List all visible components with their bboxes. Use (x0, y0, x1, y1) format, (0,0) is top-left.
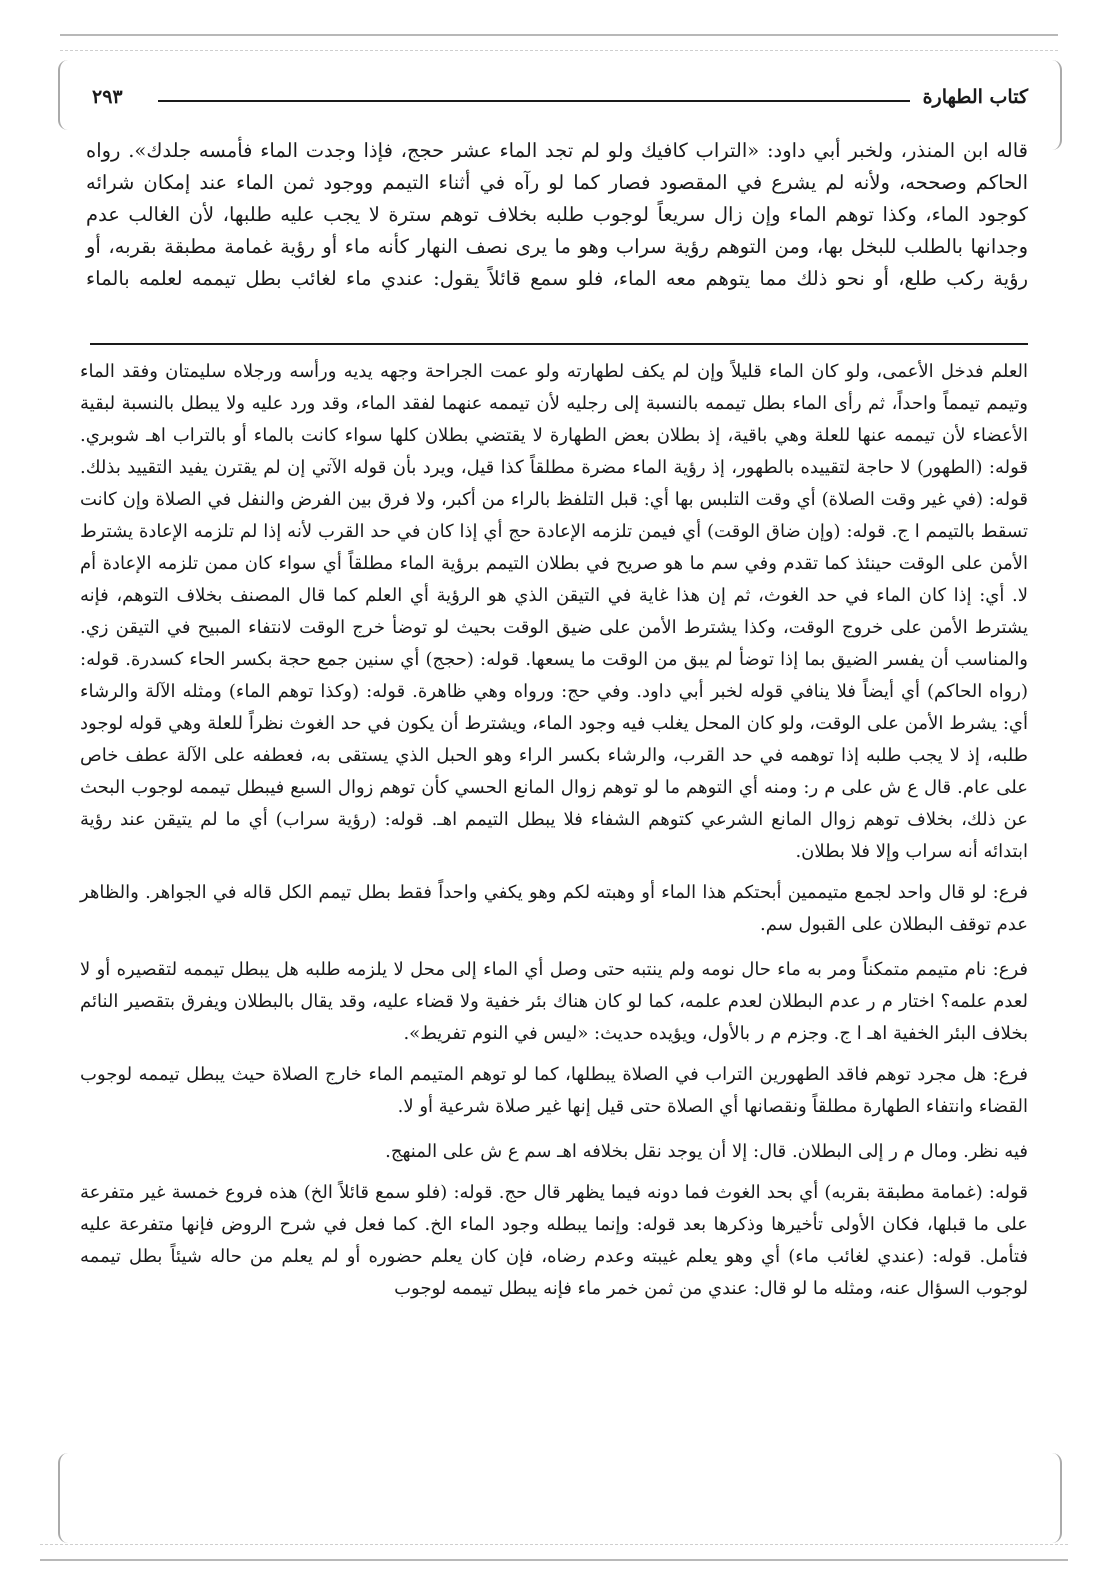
main-text-paragraph: قاله ابن المنذر، ولخبر أبي داود: «التراب كافيك ولو لم تجد الماء عشر حجج، فإذا وجدت الماء فأمسه جلدك». رواه الحاكم وصححه، ولأنه لم يشرع في المقصود فصار كما لو رآه في أثناء التيمم ووجود ثمن الماء عند إمكان شرائه كوجود الماء، وكذا توهم الماء وإن زال سريعاً لوجوب طلبه بخلاف توهم سترة لا يجب عليه طلبها، لأن الغالب عدم وجدانها بالطلب للبخل بها، ومن التوهم رؤية سراب وهو ما يرى نصف النهار كأنه ماء أو رؤية غمامة مطبقة بقربه، أو رؤية ركب طلع، أو نحو ذلك مما يتوهم معه الماء، فلو سمع قائلاً يقول: عندي ماء لغائب بطل تيممه لعلمه بالماء (86, 139, 1028, 290)
commentary-divider (90, 343, 1028, 345)
page-header (92, 86, 1028, 116)
commentary (80, 356, 1028, 1305)
page-number: ٢٩٣ (92, 86, 123, 108)
commentary-paragraph: العلم فدخل الأعمى، ولو كان الماء قليلاً وإن لم يكف لطهارته ولو عمت الجراحة وجهه يديه ورأسه ورجلاه سليمتان وفقد الماء وتيمم تيمماً واحداً، ثم رأى الماء بطل تيممه بالنسبة إلى رجليه لأن تيممه عنهما لفقد الماء، وقد ورد عليه ولا يبطل بالنسبة لبقية الأعضاء لأن تيممه عنها للعلة وهي باقية، إذ بطلان بعض الطهارة لا يقتضي بطلان كلها سواء كانت بالماء أو بالتراب اهـ شوبري. قوله: (الطهور) لا حاجة لتقييده بالطهور، إذ رؤية الماء مضرة مطلقاً كذا قيل، ويرد بأن قوله الآتي إن لم يقترن يفيد التقييد بذلك. قوله: (في غير وقت الصلاة) أي وقت التلبس بها أي: قبل التلفظ بالراء من أكبر، ولا فرق بين الفرض والنفل في الصلاة وإن كانت تسقط بالتيمم ا ج. قوله: (وإن ضاق الوقت) أي فيمن تلزمه الإعادة حج أي إذا كان في حد القرب لأنه إذا لم تلزمه الإعادة يشترط الأمن على الوقت حينئذ كما تقدم وفي سم ما هو صريح في بطلان التيمم برؤية الماء مطلقاً أي سواء كان ممن تلزمه الإعادة أم لا. أي: إذا كان الماء في حد الغوث، ثم إن هذا غاية في التيقن الذي هو الرؤية أي العلم كما قال المصنف بخلاف التوهم، فإنه يشترط الأمن على خروج الوقت، وكذا يشترط الأمن على ضيق الوقت بحيث لو توضأ خرج الوقت لانتفاء المبيح في التيقن زي. والمناسب أن يفسر الضيق بما إذا توضأ لم يبق من الوقت ما يسعها. قوله: (حجج) أي سنين جمع حجة بكسر الحاء كسدرة. قوله: (رواه الحاكم) أي أيضاً فلا ينافي قوله لخبر أبي داود. وفي حج: ورواه وهي ظاهرة. قوله: (وكذا توهم الماء) ومثله الآلة والرشاء أي: يشرط الأمن على الوقت، ولو كان المحل يغلب فيه وجود الماء، ويشترط أن يكون في حد الغوث نظراً للعلة وهي قوله لوجود طلبه، إذ لا يجب طلبه إذا توهمه في حد القرب، والرشاء بكسر الراء وهو الحبل الذي يستقى به، فعطفه على الآلة عطف خاص على عام. قال ع ش على م ر: ومنه أي التوهم ما لو توهم زوال المانع الحسي كأن توهم زوال السبع فيبطل تيممه لوجوب البحث عن ذلك، بخلاف توهم زوال المانع الشرعي كتوهم الشفاء فلا يبطل التيمم اهـ. قوله: (رؤية سراب) أي ما لم يتيقن عند رؤية ابتدائه أنه سراب وإلا فلا بطلان. (80, 361, 1028, 862)
ornamental-frame-left-bottom (58, 1453, 70, 1543)
commentary-paragraph: فرع: نام متيمم متمكناً ومر به ماء حال نومه ولم ينتبه حتى وصل أي الماء إلى محل لا يلزمه طلبه هل يبطل تيممه لتقصيره أو لا لعدم علمه؟ اختار م ر عدم البطلان لعدم علمه، كما لو كان هناك بئر خفية ولا قضاء عليه، وقد يقال بالبطلان ويفرق بتقصير النائم بخلاف البئر الخفية اهـ ا ج. وجزم م ر بالأول، ويؤيده حديث: «ليس في النوم تفريط». (80, 959, 1028, 1044)
header-rule (158, 100, 910, 102)
commentary-paragraph: فيه نظر. ومال م ر إلى البطلان. قال: إلا أن يوجد نقل بخلافه اهـ سم ع ش على المنهج. (385, 1141, 1028, 1162)
commentary-paragraph: قوله: (غمامة مطبقة بقربه) أي بحد الغوث فما دونه فيما يظهر قال حج. قوله: (فلو سمع قائلاً الخ) هذه فروع خمسة غير متفرعة على ما قبلها، فكان الأولى تأخيرها وذكرها بعد قوله: وإنما يبطله وجود الماء الخ. كما فعل في شرح الروض فإنها متفرعة عليه فتأمل. قوله: (عندي لغائب ماء) أي وهو يعلم غيبته وعدم رضاه، فإن كان يعلم حضوره أو لم يعلم من حاله شيئاً بطل تيممه لوجوب السؤال عنه، ومثله ما لو قال: عندي من ثمن خمر ماء فإنه يبطل تيممه لوجوب (80, 1182, 1028, 1299)
ornamental-frame-top (60, 34, 1058, 51)
commentary-paragraph: فرع: هل مجرد توهم فاقد الطهورين التراب في الصلاة يبطلها، كما لو توهم المتيمم الماء خارج الصلاة حيث يبطل تيممه لوجوب القضاء وانتفاء الطهارة مطلقاً ونقصانها أي الصلاة حتى قيل إنها غير صلاة شرعية أو لا. (80, 1064, 1028, 1117)
main-text (86, 135, 1028, 295)
ornamental-frame-right-bottom (1050, 1453, 1062, 1543)
chapter-title: كتاب الطهارة (922, 86, 1028, 108)
ornamental-frame-bottom (40, 1544, 1068, 1561)
ornamental-frame-right-top (1050, 60, 1062, 150)
commentary-paragraph: فرع: لو قال واحد لجمع متيممين أبحتكم هذا الماء أو وهبته لكم وهو يكفي واحداً فقط بطل تيمم الكل قاله في الجواهر. والظاهر عدم توقف البطلان على القبول سم. (80, 882, 1028, 935)
ornamental-frame-left-top (58, 60, 70, 130)
